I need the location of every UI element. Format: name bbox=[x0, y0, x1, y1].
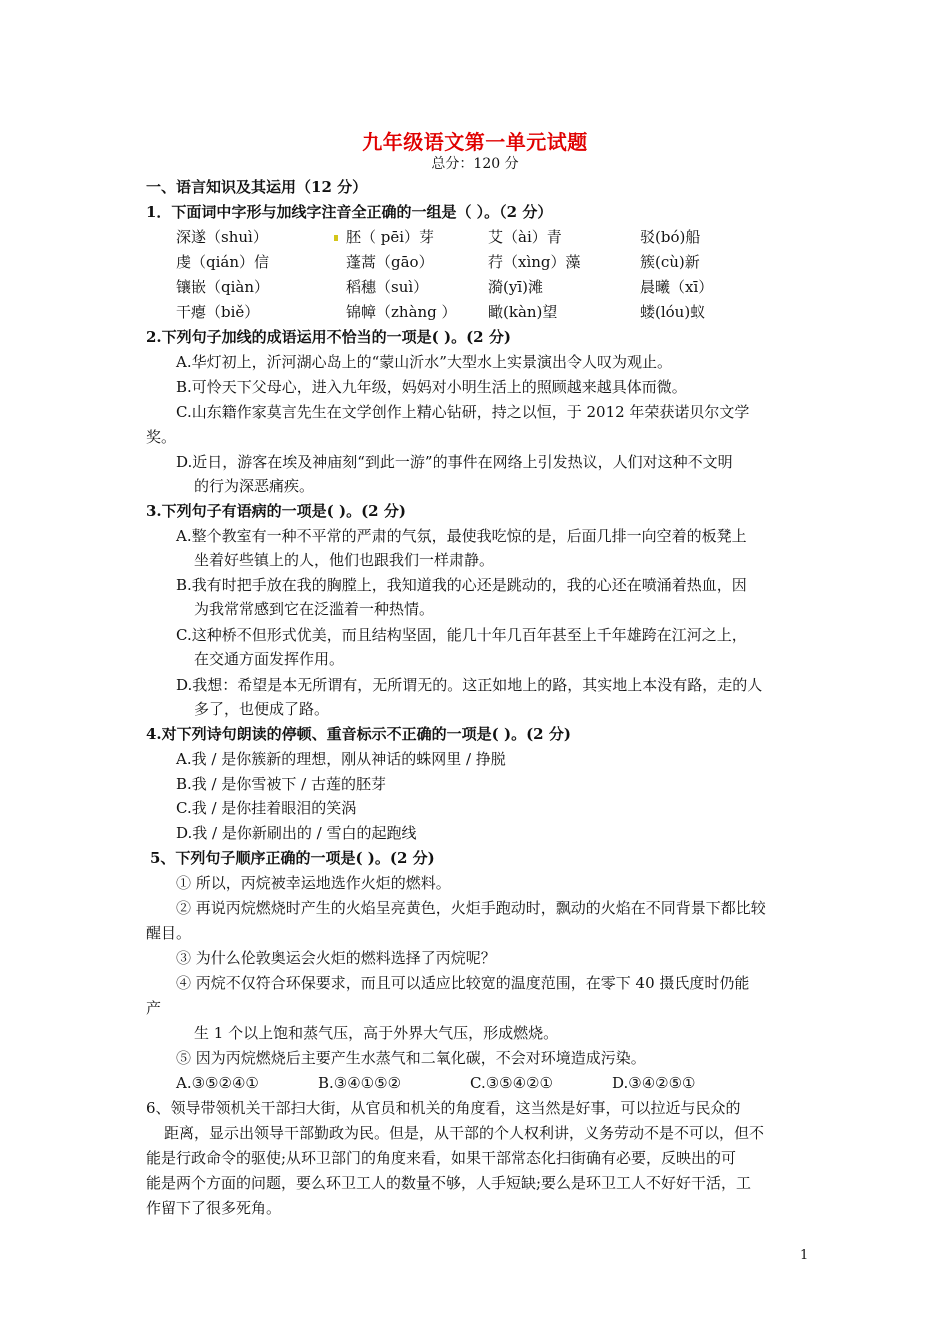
q2-option-d: D.近日，游客在埃及神庙刻“到此一游”的事件在网络上引发热议，人们对这种不文明 bbox=[176, 453, 733, 471]
page-number: 1 bbox=[800, 1248, 809, 1263]
q5-sentence-2-cont: 醒目。 bbox=[146, 924, 192, 942]
q4-option-b: B.我 / 是你雪被下 / 古莲的胚芽 bbox=[176, 775, 386, 793]
q3-option-c: C.这种桥不但形式优美，而且结构坚固，能几十年几百年甚至上千年雄跨在江河之上， bbox=[176, 626, 747, 644]
q5-sentence-4: ④ 丙烷不仅符合环保要求，而且可以适应比较宽的温度范围，在零下 40 摄氏度时仍能 bbox=[176, 974, 750, 992]
question-3-stem: 3.下列句子有语病的一项是( )。(2 分) bbox=[146, 502, 406, 520]
q6-line-4: 能是两个方面的问题，要么环卫工人的数量不够，人手短缺;要么是环卫工人不好好干活，工 bbox=[146, 1174, 752, 1192]
q1-a-item-2: 胚（ pēi）芽 bbox=[346, 228, 435, 246]
q3-option-c-cont: 在交通方面发挥作用。 bbox=[194, 650, 345, 668]
question-5-stem: 5、下列句子顺序正确的一项是( )。(2 分) bbox=[150, 849, 435, 867]
q4-option-a: A.我 / 是你簇新的理想，刚从神话的蛛网里 / 挣脱 bbox=[176, 750, 506, 768]
exam-title: 九年级语文第一单元试题 bbox=[362, 130, 588, 154]
q2-option-a: A.华灯初上，沂河湖心岛上的“蒙山沂水”大型水上实景演出令人叹为观止。 bbox=[176, 353, 672, 371]
q3-option-a-cont: 坐着好些镇上的人，他们也跟我们一样肃静。 bbox=[194, 551, 495, 569]
q4-option-c: C.我 / 是你挂着眼泪的笑涡 bbox=[176, 799, 357, 817]
q6-line-1: 6、领导带领机关干部扫大街，从官员和机关的角度看，这当然是好事，可以拉近与民众的 bbox=[146, 1099, 741, 1117]
q5-sentence-4-cont2: 生 1 个以上饱和蒸气压，高于外界大气压，形成燃烧。 bbox=[194, 1024, 559, 1042]
q5-option-c: C.③⑤④②① bbox=[470, 1074, 553, 1092]
q1-a-item-1: 深遂（shuì） bbox=[176, 228, 268, 246]
q6-line-5: 作留下了很多死角。 bbox=[146, 1199, 282, 1217]
q1-c-item-2: 稻穗（suì） bbox=[346, 278, 429, 296]
q1-d-item-4: 蝼(lóu)蚁 bbox=[640, 303, 706, 321]
q2-option-c: C.山东籍作家莫言先生在文学创作上精心钻研，持之以恒，于 2012 年荣获诺贝尔文学 bbox=[176, 403, 750, 421]
q2-option-b: B.可怜天下父母心，进入九年级，妈妈对小明生活上的照顾越来越具体而微。 bbox=[176, 378, 687, 396]
q1-d-item-3: 瞰(kàn)望 bbox=[488, 303, 558, 321]
q5-sentence-2: ② 再说丙烷燃烧时产生的火焰呈亮黄色，火炬手跑动时，飘动的火焰在不同背景下都比较 bbox=[176, 899, 766, 917]
q3-option-d-cont: 多了，也便成了路。 bbox=[194, 700, 330, 718]
q1-c-item-1: 镶嵌（qiàn） bbox=[176, 278, 270, 296]
q1-d-item-2: 锦幛（zhàng ） bbox=[346, 303, 457, 321]
q6-line-3: 能是行政命令的驱使;从环卫部门的角度来看，如果干部常态化扫街确有必要，反映出的可 bbox=[146, 1149, 737, 1167]
q1-d-item-1: 干瘪（biě） bbox=[176, 303, 260, 321]
q5-option-a: A.③⑤②④① bbox=[176, 1074, 259, 1092]
q2-option-c-cont: 奖。 bbox=[146, 428, 177, 446]
q3-option-d: D.我想：希望是本无所谓有，无所谓无的。这正如地上的路，其实地上本没有路，走的人 bbox=[176, 676, 763, 694]
q1-b-item-3: 荇（xìng）藻 bbox=[488, 253, 581, 271]
question-4-stem: 4.对下列诗句朗读的停顿、重音标示不正确的一项是( )。(2 分) bbox=[146, 725, 571, 743]
q3-option-b: B.我有时把手放在我的胸膛上，我知道我的心还是跳动的，我的心还在喷涌着热血，因 bbox=[176, 576, 747, 594]
q5-option-d: D.③④②⑤① bbox=[612, 1074, 696, 1092]
q4-option-d: D.我 / 是你新刷出的 / 雪白的起跑线 bbox=[176, 824, 417, 842]
q5-sentence-5: ⑤ 因为丙烷燃烧后主要产生水蒸气和二氧化碳，不会对环境造成污染。 bbox=[176, 1049, 646, 1067]
total-score: 总分：120 分 bbox=[431, 156, 519, 172]
q6-line-2: 距离，显示出领导干部勤政为民。但是，从干部的个人权利讲，义务劳动不是不可以，但不 bbox=[164, 1124, 765, 1142]
q2-option-d-cont: 的行为深恶痛疾。 bbox=[194, 477, 315, 495]
q1-b-item-1: 虔（qián）信 bbox=[176, 253, 270, 271]
q3-option-a: A.整个教室有一种不平常的严肃的气氛，最使我吃惊的是，后面几排一向空着的板凳上 bbox=[176, 527, 747, 545]
q1-b-item-4: 簇(cù)新 bbox=[640, 253, 700, 271]
q3-option-b-cont: 为我常常感到它在泛滥着一种热情。 bbox=[194, 600, 435, 618]
q1-marker bbox=[330, 226, 342, 248]
q5-sentence-1: ① 所以，丙烷被幸运地选作火炬的燃料。 bbox=[176, 874, 451, 892]
q1-a-item-4: 驳(bó)船 bbox=[640, 228, 701, 246]
q1-c-item-4: 晨曦（xī） bbox=[640, 278, 714, 296]
q5-sentence-4-cont: 产 bbox=[146, 999, 162, 1017]
q1-a-item-3: 艾（ài）青 bbox=[488, 228, 562, 246]
question-1-stem: 1．下面词中字形与加线字注音全正确的一组是（ ）。（2 分） bbox=[146, 203, 553, 221]
q1-b-item-2: 蓬蒿（gāo） bbox=[346, 253, 434, 271]
q5-option-b: B.③④①⑤② bbox=[318, 1074, 402, 1092]
section-heading: 一、语言知识及其运用（12 分） bbox=[146, 178, 368, 196]
question-2-stem: 2.下列句子加线的成语运用不恰当的一项是( )。(2 分) bbox=[146, 328, 511, 346]
q5-sentence-3: ③ 为什么伦敦奥运会火炬的燃料选择了丙烷呢？ bbox=[176, 949, 496, 967]
q1-c-item-3: 漪(yī)滩 bbox=[488, 278, 543, 296]
